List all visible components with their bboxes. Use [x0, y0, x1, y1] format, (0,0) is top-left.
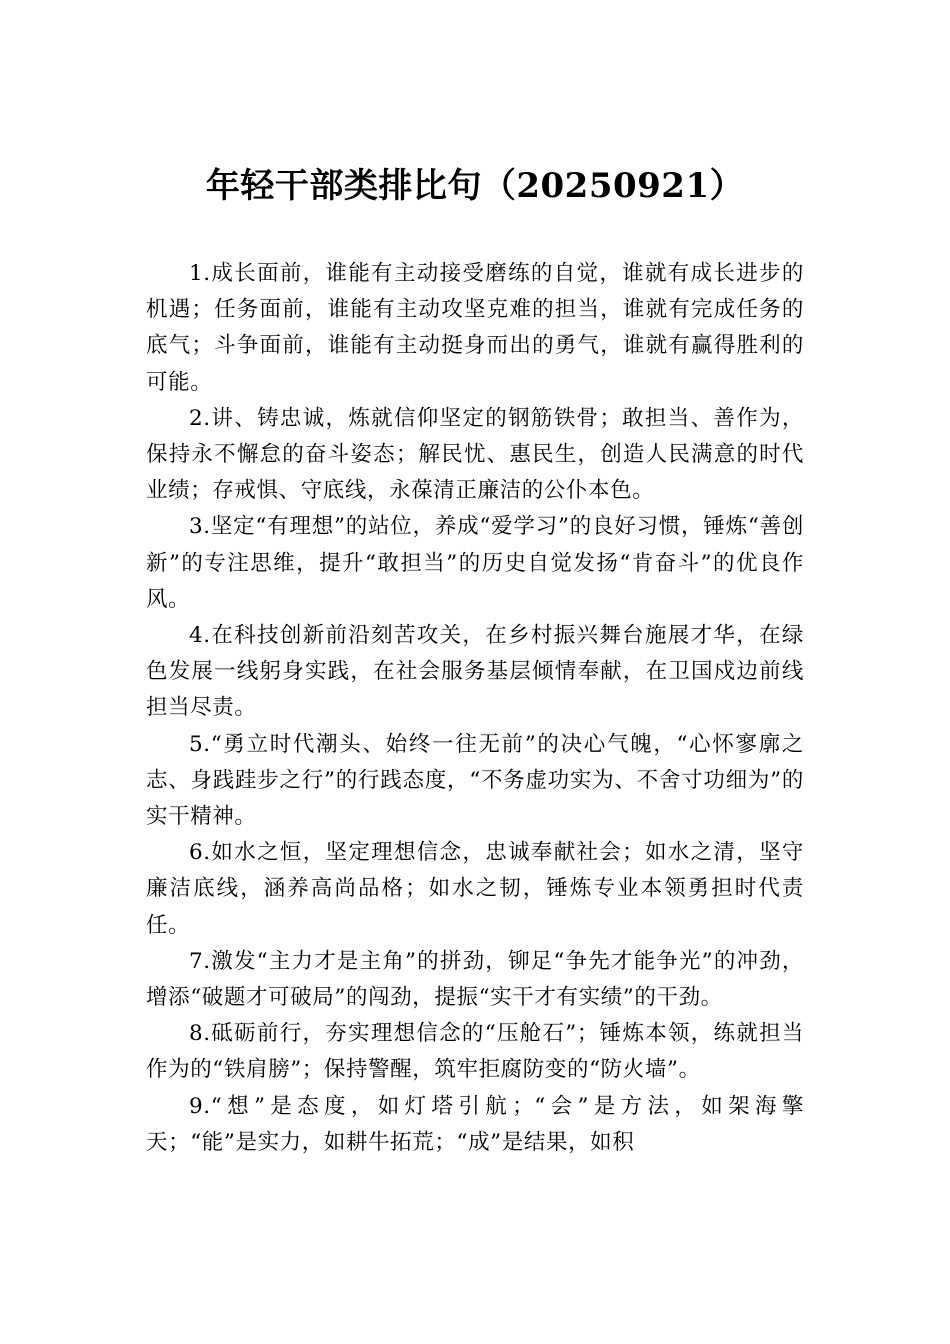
paragraph-3: 3.坚定“有理想”的站位，养成“爱学习”的良好习惯，锤炼“善创新”的专注思维，提升“敢担当”的历史自觉发扬“肯奋斗”的优良作风。: [146, 514, 804, 612]
paragraph-6: 6.如水之恒，坚定理想信念，忠诚奉献社会；如水之清，坚守廉洁底线，涵养高尚品格；如水之韧，锤炼专业本领勇担时代责任。: [146, 840, 804, 938]
paragraph-2: 2.讲、铸忠诚，炼就信仰坚定的钢筋铁骨；敢担当、善作为，保持永不懈怠的奋斗姿态；解民忧、惠民生，创造人民满意的时代业绩；存戒惧、守底线，永葆清正廉洁的公仆本色。: [146, 405, 804, 504]
paragraph-7: 7.激发“主力才是主角”的拼劲，铆足“争先才能争光”的冲劲，增添“破题才可破局”的闯劲，提振“实干才有实绩”的干劲。: [146, 948, 804, 1011]
document-body: [146, 256, 804, 1161]
paragraph-1: 1.成长面前，谁能有主动接受磨练的自觉，谁就有成长进步的机遇；任务面前，谁能有主动攻坚克难的担当，谁就有完成任务的底气；斗争面前，谁能有主动挺身而出的勇气，谁就有赢得胜利的可能。: [146, 261, 804, 395]
paragraph-4: 4.在科技创新前沿刻苦攻关，在乡村振兴舞台施展才华，在绿色发展一线躬身实践，在社会服务基层倾情奉献，在卫国戍边前线担当尽责。: [146, 623, 804, 721]
paragraph-5: 5.“勇立时代潮头、始终一往无前”的决心气魄，“心怀寥廓之志、身践跬步之行”的行践态度，“不务虚功实为、不舍寸功细为”的实干精神。: [146, 731, 804, 830]
paragraph-8: 8.砥砺前行，夯实理想信念的“压舱石”；锤炼本领，练就担当作为的“铁肩膀”；保持警醒，筑牢拒腐防变的“防火墙”。: [146, 1021, 804, 1083]
paragraph-9: 9.“想”是态度，如灯塔引航；“会”是方法，如架海擎天；“能”是实力，如耕牛拓荒；“成”是结果，如积: [146, 1093, 804, 1155]
document-title: 年轻干部类排比句（20250921）: [205, 166, 745, 206]
